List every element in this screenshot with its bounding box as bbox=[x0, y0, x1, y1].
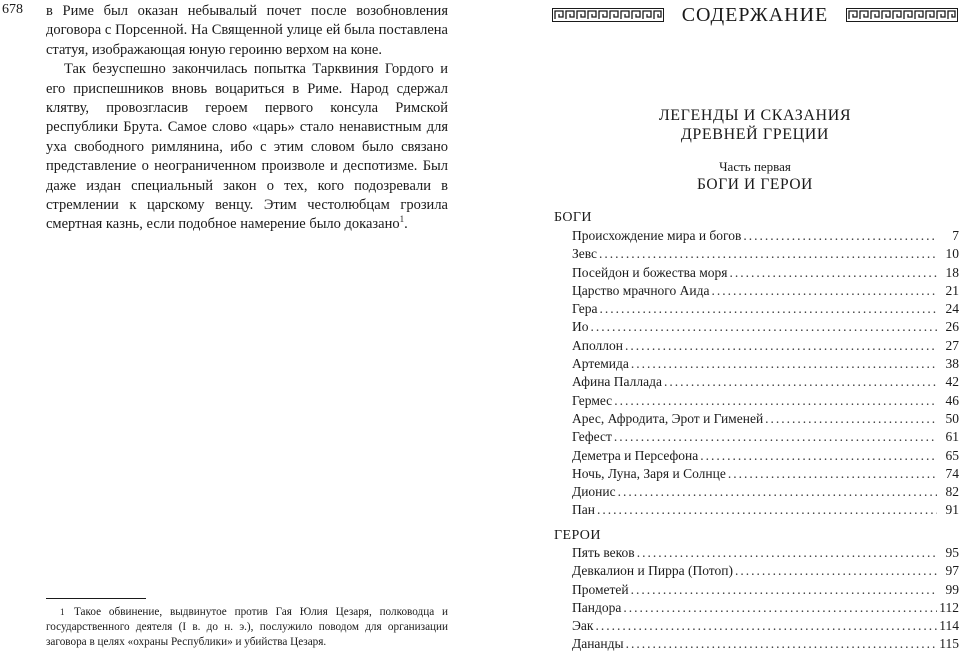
toc-entry-page: 10 bbox=[945, 246, 959, 262]
toc-entry[interactable] bbox=[572, 374, 959, 392]
toc-leader-dots bbox=[765, 411, 937, 427]
section-label-heroes: ГЕРОИ bbox=[554, 528, 601, 543]
toc-leader-dots bbox=[618, 484, 937, 500]
toc-entry[interactable] bbox=[572, 563, 959, 581]
book-title-line: ЛЕГЕНДЫ И СКАЗАНИЯ bbox=[658, 107, 852, 124]
toc-list-heroes bbox=[572, 545, 959, 655]
toc-entry[interactable] bbox=[572, 246, 959, 264]
paragraph-text: Так безуспешно закончилась попытка Тарквиния Гордого и его приспешников вновь воцариться в Риме. Народ сдержал клятву, провозгласив героем первого консула Римской республики Брута. Самое слово «царь» стало ненавистным для уха свободного римлянина, ибо с этим словом было связано представление о неограниченном произволе и деспотизме. Был даже издан специальный закон о тех, кого подозревали в стремлении к царскому венцу. Этим честолюбцам грозила смертная казнь, если подобное намерение было доказано bbox=[46, 61, 448, 233]
toc-entry[interactable] bbox=[572, 301, 959, 319]
toc-leader-dots bbox=[631, 356, 937, 372]
toc-entry-page: 74 bbox=[945, 465, 959, 481]
toc-entry-title: Гера bbox=[572, 301, 598, 317]
toc-entry-title: Ио bbox=[572, 319, 589, 335]
toc-entry-page: 97 bbox=[945, 563, 959, 579]
toc-entry-title: Посейдон и божества моря bbox=[572, 264, 728, 280]
part-label: Часть первая bbox=[719, 159, 791, 174]
toc-entry-title: Артемида bbox=[572, 356, 629, 372]
toc-entry-page: 95 bbox=[945, 545, 959, 560]
paragraph: Так безуспешно закончилась попытка Тарквиния Гордого и его приспешников вновь воцариться в Риме. Народ сдержал клятву, провозгласив героем первого консула Римской республики Брута. Самое слово «царь» стало ненавистным для уха свободного римлянина, ибо с этим словом было связано представление о неограниченном произволе и деспотизме. Был даже издан специальный закон о тех, кого подозревали в стремлении к царскому венцу. Этим честолюбцам грозила смертная казнь, если подобное намерение было доказано$^1$. bbox=[46, 61, 448, 233]
contents-header bbox=[552, 4, 958, 26]
toc-leader-dots bbox=[600, 301, 937, 317]
page-number: 678 bbox=[2, 2, 23, 17]
toc-leader-dots bbox=[711, 283, 937, 299]
toc-entry[interactable] bbox=[572, 429, 959, 447]
toc-leader-dots bbox=[599, 246, 937, 262]
toc-entry[interactable] bbox=[572, 283, 959, 301]
toc-entry-page: 91 bbox=[945, 502, 959, 518]
toc-leader-dots bbox=[597, 502, 937, 518]
toc-leader-dots bbox=[595, 618, 937, 634]
toc-entry-page: 112 bbox=[939, 599, 959, 615]
toc-entry-title: Аполлон bbox=[572, 337, 623, 353]
toc-entry-page: 7 bbox=[952, 228, 959, 243]
toc-entry[interactable] bbox=[572, 356, 959, 374]
footnote-mark: 1 bbox=[60, 607, 65, 617]
toc-entry[interactable] bbox=[572, 466, 959, 484]
toc-leader-dots bbox=[591, 319, 938, 335]
toc-entry-title: Пандора bbox=[572, 599, 622, 615]
toc-entry-title: Эак bbox=[572, 618, 594, 634]
toc-entry-page: 61 bbox=[945, 429, 959, 445]
toc-entry-page: 38 bbox=[945, 356, 959, 372]
toc-entry-title: Пять веков bbox=[572, 545, 635, 560]
toc-entry-title: Гермес bbox=[572, 392, 613, 408]
toc-leader-dots bbox=[625, 338, 937, 354]
toc-entry-page: 46 bbox=[945, 392, 959, 408]
toc-leader-dots bbox=[614, 429, 937, 445]
toc-leader-dots bbox=[735, 563, 937, 579]
toc-entry[interactable] bbox=[572, 338, 959, 356]
footnote-text: Такое обвинение, выдвинутое против Гая Юлия Цезаря, полководца и государственного деятеля (I в. до н. э.), послужило поводом для организации заговора в целях «охраны Республики» и убийства Цезаря. bbox=[46, 606, 448, 648]
toc-entry-page: 82 bbox=[945, 484, 959, 500]
toc-entry-title: Афина Паллада bbox=[572, 374, 662, 390]
toc-leader-dots bbox=[626, 636, 937, 652]
part-name: БОГИ И ГЕРОИ bbox=[697, 176, 813, 193]
toc-leader-dots bbox=[743, 228, 937, 244]
toc-entry[interactable] bbox=[572, 545, 959, 563]
toc-entry[interactable] bbox=[572, 265, 959, 283]
toc-leader-dots bbox=[623, 600, 937, 616]
toc-entry[interactable] bbox=[572, 582, 959, 600]
toc-entry[interactable] bbox=[572, 600, 959, 618]
toc-entry[interactable] bbox=[572, 502, 959, 520]
contents-title: СОДЕРЖАНИЕ bbox=[681, 3, 829, 26]
body-text bbox=[46, 2, 448, 235]
toc-entry-page: 21 bbox=[945, 282, 959, 298]
paragraph: в Риме был оказан небывалый почет после возобновления договора с Порсенной. На Священной улице ей была поставлена статуя, изображающая юную героиню верхом на коне. bbox=[46, 3, 448, 58]
footnote bbox=[46, 605, 448, 650]
toc-entry-title: Дананды bbox=[572, 636, 624, 652]
toc-entry[interactable] bbox=[572, 618, 959, 636]
toc-entry-title: Деметра и Персефона bbox=[572, 447, 699, 463]
toc-leader-dots bbox=[637, 545, 937, 561]
toc-leader-dots bbox=[700, 448, 937, 464]
toc-list-gods bbox=[572, 228, 959, 521]
toc-entry[interactable] bbox=[572, 393, 959, 411]
toc-entry[interactable] bbox=[572, 484, 959, 502]
toc-entry-page: 42 bbox=[945, 374, 959, 390]
toc-leader-dots bbox=[730, 265, 938, 281]
toc-leader-dots bbox=[728, 466, 937, 482]
toc-entry-page: 65 bbox=[945, 447, 959, 463]
toc-entry-page: 27 bbox=[945, 337, 959, 353]
book-title-line: ДРЕВНЕЙ ГРЕЦИИ bbox=[680, 126, 830, 143]
toc-entry-title: Арес, Афродита, Эрот и Гименей bbox=[572, 410, 764, 426]
toc-entry-title: Прометей bbox=[572, 581, 629, 597]
toc-entry-page: 24 bbox=[945, 301, 959, 317]
toc-entry[interactable] bbox=[572, 319, 959, 337]
section-label-gods: БОГИ bbox=[554, 210, 592, 225]
toc-entry-page: 50 bbox=[945, 410, 959, 426]
toc-entry-title: Пан bbox=[572, 502, 595, 518]
toc-entry-page: 99 bbox=[945, 581, 959, 597]
toc-entry[interactable] bbox=[572, 448, 959, 466]
toc-entry-page: 26 bbox=[945, 319, 959, 335]
toc-entry-title: Девкалион и Пирра (Потоп) bbox=[572, 563, 733, 579]
toc-leader-dots bbox=[614, 393, 937, 409]
toc-entry-title: Царство мрачного Аида bbox=[572, 282, 710, 298]
greek-key-ornament-left bbox=[552, 8, 664, 22]
toc-entry-title: Зевс bbox=[572, 246, 598, 262]
toc-entry-page: 115 bbox=[939, 636, 959, 652]
toc-entry[interactable] bbox=[572, 636, 959, 654]
toc-leader-dots bbox=[631, 582, 937, 598]
toc-entry[interactable] bbox=[572, 228, 959, 246]
footnote-reference[interactable]: 1 bbox=[399, 214, 405, 225]
toc-entry[interactable] bbox=[572, 411, 959, 429]
toc-entry-title: Происхождение мира и богов bbox=[572, 228, 742, 243]
toc-entry-title: Ночь, Луна, Заря и Солнце bbox=[572, 465, 726, 481]
footnote-divider bbox=[46, 598, 146, 599]
toc-leader-dots bbox=[664, 374, 937, 390]
toc-entry-page: 114 bbox=[939, 618, 959, 634]
book-title bbox=[552, 106, 958, 144]
greek-key-ornament-right bbox=[846, 8, 958, 22]
toc-entry-title: Гефест bbox=[572, 429, 612, 445]
toc-entry-title: Дионис bbox=[572, 484, 616, 500]
toc-entry-page: 18 bbox=[945, 264, 959, 280]
